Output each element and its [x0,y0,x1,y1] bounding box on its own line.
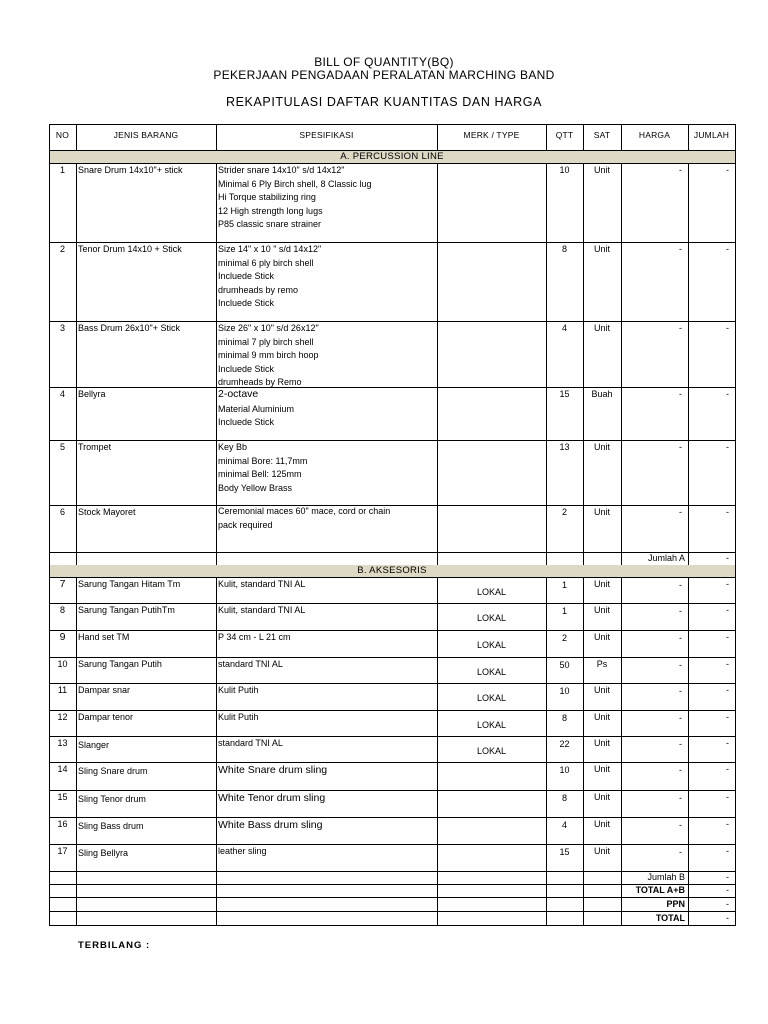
item-no: 4 [59,389,65,399]
item-no: 1 [59,165,65,175]
item-qtt: 8 [561,244,567,254]
item-jumlah: - [726,579,729,589]
total-value: - [726,913,729,923]
item-jumlah: - [726,165,729,175]
item-harga: - [679,847,682,857]
item-spec-line: minimal 6 ply birch shell [218,257,314,268]
item-qtt: 15 [559,389,570,399]
item-name: Trompet [78,442,112,452]
item-harga: - [679,165,682,175]
item-qtt: 13 [559,442,570,452]
item-harga: - [679,713,682,723]
item-merk: LOKAL [476,640,507,650]
item-spec: Kulit, standard TNI AL [218,579,306,589]
table-rule [621,163,622,565]
item-spec: standard TNI AL [218,659,283,669]
item-sat: Unit [593,507,610,517]
table-rule [76,124,77,151]
item-no: 17 [57,846,68,856]
item-qtt: 10 [559,686,570,696]
item-jumlah: - [726,819,729,829]
item-jumlah: - [726,685,729,695]
terbilang-label: TERBILANG : [78,940,151,951]
item-sat: Unit [593,738,610,748]
item-spec-line: pack required [218,519,273,530]
item-jumlah: - [726,632,729,642]
document-title: BILL OF QUANTITY(BQ) [314,55,454,69]
item-spec-line: 12 High strength long lugs [218,205,323,216]
item-sat: Unit [593,819,610,829]
table-rule [76,163,77,565]
table-rule [49,925,735,926]
item-merk: LOKAL [476,720,507,730]
item-merk: LOKAL [476,587,507,597]
item-spec-line: P85 classic snare strainer [218,219,322,229]
item-spec: Kulit, standard TNI AL [218,605,306,615]
item-jumlah: - [726,738,729,748]
item-merk: LOKAL [476,693,507,703]
item-name: Slanger [78,740,110,750]
item-jumlah: - [726,442,729,452]
item-no: 15 [57,792,68,802]
item-spec: P 34 cm - L 21 cm [218,632,291,642]
item-no: 14 [57,764,68,774]
item-spec-line: Hi Torque stabilizing ring [218,192,316,202]
item-jumlah: - [726,792,729,802]
item-name: Sling Snare drum [78,766,148,776]
item-spec-line: minimal Bell: 125mm [218,469,302,479]
item-jumlah: - [726,659,729,669]
item-harga: - [679,739,682,749]
item-qtt: 22 [559,739,570,749]
column-header-jenis: JENIS BARANG [113,130,179,140]
total-label: TOTAL [655,913,685,923]
column-header-merk: MERK / TYPE [463,130,520,140]
item-harga: - [679,580,682,590]
item-sat: Unit [593,442,610,452]
item-qtt: 2 [561,507,567,517]
item-spec-line: Strider snare 14x10" s/d 14x12" [218,165,345,175]
column-header-jumlah: JUMLAH [693,130,730,140]
item-qtt: 50 [559,660,570,670]
item-spec-line: minimal 7 ply birch shell [218,336,314,347]
item-spec-line: drumheads by Remo [218,377,302,387]
item-sat: Ps [596,659,608,669]
item-qtt: 1 [561,580,567,590]
table-rule [437,124,438,151]
item-name: Sling Tenor drum [78,794,146,804]
item-spec-line: Size 14" x 10 " s/d 14x12" [218,244,322,254]
table-rule [49,762,735,763]
item-name: Stock Mayoret [78,507,136,517]
item-spec: Kulit Putih [218,712,259,722]
table-rule [621,124,622,151]
item-merk: LOKAL [476,667,507,677]
item-qtt: 10 [559,165,570,175]
table-rule [437,163,438,565]
item-spec-line: drumheads by remo [218,284,299,295]
item-spec-line: minimal 9 mm birch hoop [218,350,319,360]
table-rule [49,817,735,818]
item-sat: Unit [593,165,610,175]
item-sat: Unit [593,632,610,642]
item-no: 3 [59,323,65,333]
item-sat: Unit [593,846,610,856]
item-name: Snare Drum 14x10"+ stick [78,165,183,175]
item-harga: - [679,686,682,696]
item-sat: Unit [593,579,610,589]
item-harga: - [679,606,682,616]
item-name: Sling Bass drum [78,821,144,831]
item-harga: - [679,389,682,399]
table-rule [688,577,689,926]
item-jumlah: - [726,389,729,399]
item-sat: Unit [593,605,610,615]
item-spec: White Snare drum sling [218,764,328,776]
table-rule [216,163,217,565]
item-spec-line: minimal Bore: 11,7mm [218,455,308,466]
document-subtitle: PEKERJAAN PENGADAAN PERALATAN MARCHING BAND [213,68,555,82]
item-no: 11 [57,685,68,695]
item-qtt: 15 [559,847,570,857]
item-jumlah: - [726,846,729,856]
item-jumlah: - [726,605,729,615]
item-no: 5 [59,442,65,452]
item-harga: - [679,765,682,775]
column-header-no: NO [55,130,70,140]
item-spec-line: Key Bb [218,442,248,452]
table-rule [621,577,622,926]
item-no: 9 [59,631,66,643]
table-rule [49,790,735,791]
column-header-harga: HARGA [638,130,671,140]
item-name: Sarung Tangan PutihTm [78,605,175,615]
table-rule [546,124,547,151]
item-sat: Buah [591,389,613,399]
item-qtt: 4 [561,323,567,333]
item-sat: Unit [593,323,610,333]
item-spec-line: Incluede Stick [218,298,275,308]
item-harga: - [679,633,682,643]
total-label: TOTAL A+B [635,885,685,895]
table-rule [688,163,689,565]
item-spec-line: Minimal 6 Ply Birch shell, 8 Classic lug [218,178,372,189]
jumlah-a-value: - [726,553,729,563]
item-jumlah: - [726,323,729,333]
item-qtt: 8 [561,793,567,803]
item-merk: LOKAL [476,613,507,623]
item-merk: LOKAL [476,746,507,756]
item-name: Hand set TM [78,632,130,642]
item-harga: - [679,793,682,803]
item-spec: Kulit Putih [218,685,259,695]
item-harga: - [679,820,682,830]
table-rule [437,577,438,926]
item-name: Sling Bellyra [78,848,129,858]
table-rule [583,124,584,151]
total-label: PPN [666,899,685,909]
item-no: 10 [57,659,68,669]
item-no: 16 [57,819,68,829]
item-no: 13 [57,738,68,748]
item-spec-line: Ceremonial maces 60" mace, cord or chain [218,506,391,516]
item-name: Dampar snar [78,685,131,695]
item-jumlah: - [726,244,729,254]
item-name: Tenor Drum 14x10 + Stick [78,244,182,254]
item-harga: - [679,660,682,670]
column-header-qtt: QTT [555,130,574,140]
table-rule [76,577,77,926]
item-sat: Unit [593,244,610,254]
section-header-aksesoris: B. AKSESORIS [49,565,735,577]
item-no: 12 [57,712,68,722]
item-harga: - [679,323,682,333]
item-qtt: 2 [561,633,567,643]
item-sat: Unit [593,712,610,722]
item-spec-line: 2-octave [218,388,259,400]
table-rule [49,124,50,926]
item-harga: - [679,442,682,452]
item-name: Sarung Tangan Hitam Tm [78,579,181,589]
item-name: Bass Drum 26x10"+ Stick [78,323,180,333]
total-value: - [726,872,729,882]
item-qtt: 8 [561,713,567,723]
table-rule [735,124,736,926]
item-spec-line: Size 26" x 10" s/d 26x12" [218,323,319,333]
item-name: Bellyra [78,389,106,399]
jumlah-a-label: Jumlah A [647,553,685,563]
item-jumlah: - [726,712,729,722]
item-sat: Unit [593,764,610,774]
item-spec: leather sling [218,846,267,856]
item-spec-line: Incluede Stick [218,363,275,374]
section-header-percussion: A. PERCUSSION LINE [49,151,735,163]
item-qtt: 10 [559,765,570,775]
item-harga: - [679,507,682,517]
item-no: 8 [59,605,65,615]
item-spec: White Tenor drum sling [218,792,326,804]
item-jumlah: - [726,507,729,517]
total-label: Jumlah B [647,872,685,882]
item-sat: Unit [593,685,610,695]
table-rule [49,124,735,125]
table-rule [583,577,584,926]
item-spec: White Bass drum sling [218,819,323,831]
column-header-spek: SPESIFIKASI [299,130,354,140]
table-rule [546,163,547,565]
item-qtt: 1 [561,606,567,616]
item-spec-line: Material Aluminium [218,403,295,414]
table-rule [546,577,547,926]
recap-title: REKAPITULASI DAFTAR KUANTITAS DAN HARGA [225,95,543,109]
item-harga: - [679,244,682,254]
table-rule [216,124,217,151]
table-rule [216,577,217,926]
item-spec-line: Incluede Stick [218,417,275,427]
item-no: 6 [59,507,65,517]
table-rule [688,124,689,151]
total-value: - [726,885,729,895]
item-name: Sarung Tangan Putih [78,659,162,669]
item-sat: Unit [593,792,610,802]
item-spec-line: Incluede Stick [218,271,275,281]
item-spec: standard TNI AL [218,738,283,748]
item-no: 7 [59,578,66,590]
item-jumlah: - [726,764,729,774]
item-qtt: 4 [561,820,567,830]
item-name: Dampar tenor [78,712,134,722]
table-rule [583,163,584,565]
item-spec-line: Body Yellow Brass [218,482,293,493]
total-value: - [726,899,729,909]
column-header-sat: SAT [593,130,611,140]
item-no: 2 [59,244,65,254]
